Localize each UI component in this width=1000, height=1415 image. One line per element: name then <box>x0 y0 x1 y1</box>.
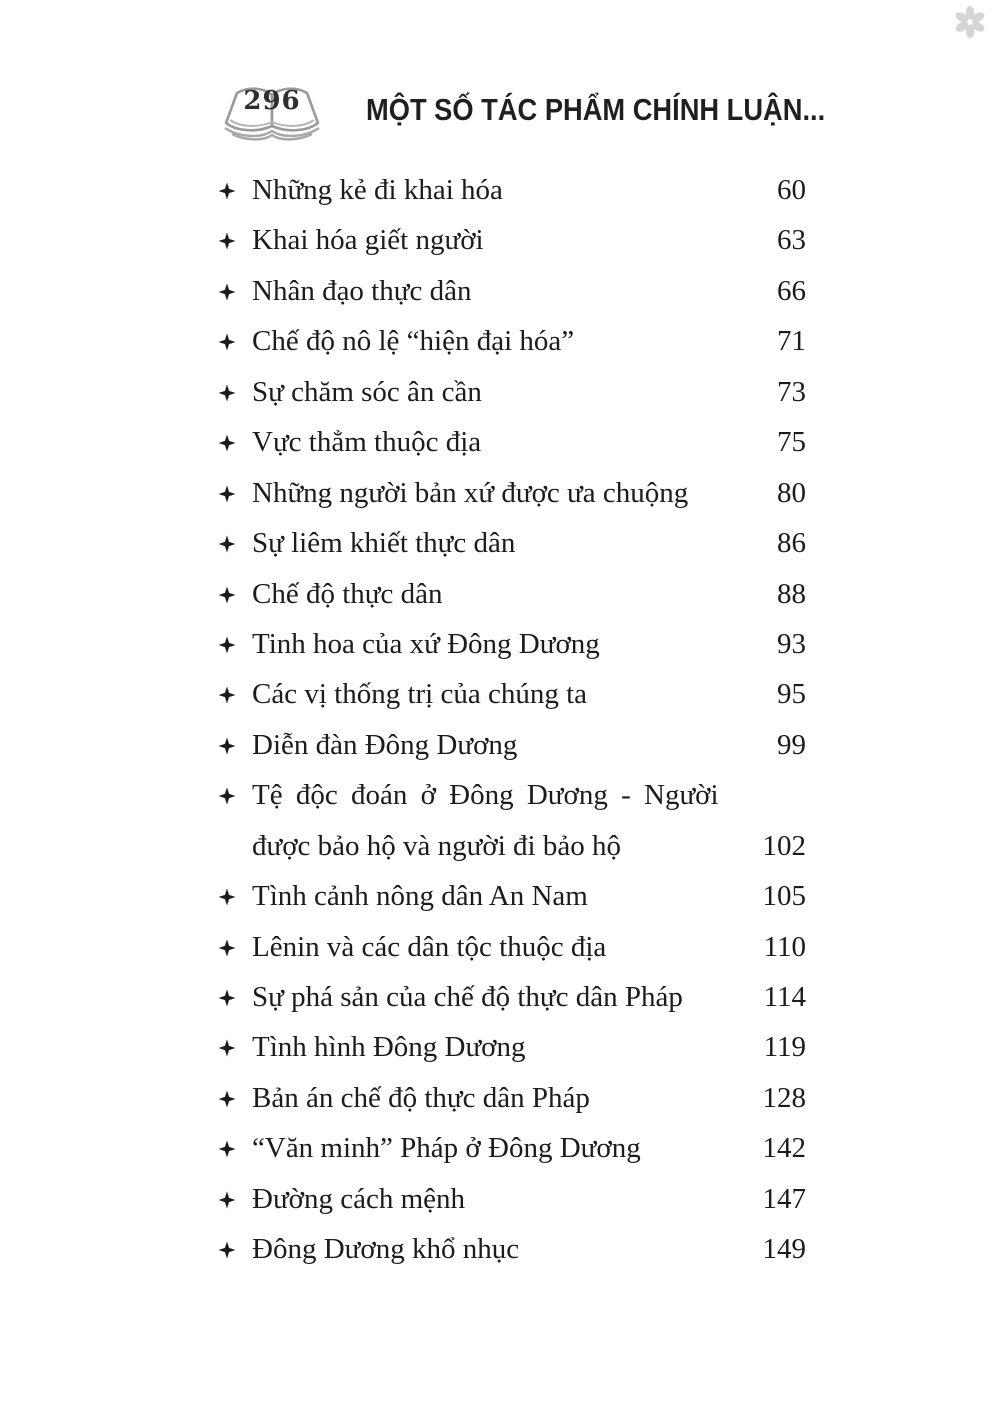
toc-entry-page: 105 <box>762 880 806 913</box>
toc-entry-title: Các vị thống trị của chúng ta <box>252 678 588 711</box>
toc-entry-title: Chế độ nô lệ “hiện đại hóa” <box>252 325 575 358</box>
star-bullet-icon <box>218 1231 252 1259</box>
toc-entry <box>218 979 806 1029</box>
toc-entry <box>218 323 806 373</box>
open-book-icon <box>220 80 324 144</box>
star-bullet-icon <box>218 172 252 200</box>
toc-entry-title: Tệ độc đoán ở Đông Dương - Người <box>252 779 719 812</box>
toc-entry <box>218 1029 806 1079</box>
star-bullet-icon <box>218 1029 252 1057</box>
star-bullet-icon <box>218 676 252 704</box>
toc-entry-page: 75 <box>777 426 806 459</box>
star-bullet-icon <box>218 979 252 1007</box>
toc-entry <box>218 1181 806 1231</box>
star-bullet-icon <box>218 475 252 503</box>
toc-entry-title: Đông Dương khổ nhục <box>252 1233 520 1266</box>
toc-entry-page: 95 <box>777 678 806 711</box>
star-bullet-icon <box>218 777 252 805</box>
star-bullet-icon <box>218 576 252 604</box>
toc-entry <box>218 172 806 222</box>
toc-entry-title: Tình hình Đông Dương <box>252 1031 526 1064</box>
toc-entry-page: 142 <box>762 1132 806 1165</box>
toc-entry-page: 60 <box>777 174 806 206</box>
toc-entry <box>218 1130 806 1180</box>
toc-entry-title: Sự chăm sóc ân cần <box>252 375 482 408</box>
toc-entry-page: 102 <box>762 829 806 862</box>
toc-entry <box>218 374 806 424</box>
running-page-number: 296 <box>243 86 301 116</box>
toc-entry-page: 128 <box>762 1081 806 1114</box>
toc-entry-page: 110 <box>763 930 806 963</box>
toc-entry-page: 63 <box>777 224 806 257</box>
toc-entry-page: 66 <box>777 274 806 307</box>
toc-entry-title: Vực thẳm thuộc địa <box>252 426 482 459</box>
star-bullet-icon <box>218 878 252 906</box>
toc-entry <box>218 273 806 323</box>
toc-entry-title: “Văn minh” Pháp ở Đông Dương <box>252 1132 641 1165</box>
toc-entry <box>218 727 806 777</box>
toc-entry <box>218 475 806 525</box>
toc-entry-title: Những kẻ đi khai hóa <box>252 174 503 206</box>
toc-entry-page: 149 <box>762 1233 806 1266</box>
star-bullet-icon <box>218 374 252 402</box>
star-bullet-icon <box>218 727 252 755</box>
toc-entry-title: Đường cách mệnh <box>252 1182 466 1215</box>
toc-entry-title: Sự phá sản của chế độ thực dân Pháp <box>252 981 683 1013</box>
star-bullet-icon <box>218 1130 252 1158</box>
star-bullet-icon <box>218 626 252 654</box>
table-of-contents <box>218 172 806 1282</box>
toc-entry-page: 119 <box>763 1031 806 1064</box>
toc-entry-page: 88 <box>777 577 806 610</box>
star-bullet-icon <box>218 929 252 957</box>
toc-entry-title: Chế độ thực dân <box>252 577 443 610</box>
toc-entry-page: 99 <box>777 728 806 761</box>
toc-entry-title: Tinh hoa của xứ Đông Dương <box>252 627 600 660</box>
toc-entry-title: Những người bản xứ được ưa chuộng <box>252 476 689 509</box>
toc-entry-title: Bản án chế độ thực dân Pháp <box>252 1081 590 1114</box>
star-bullet-icon <box>218 222 252 250</box>
star-bullet-icon <box>218 424 252 452</box>
toc-entry-page: 80 <box>777 476 806 509</box>
toc-entry-page: 93 <box>777 627 806 660</box>
toc-entry <box>218 878 806 928</box>
toc-entry-page: 114 <box>763 981 806 1013</box>
star-bullet-icon <box>218 273 252 301</box>
toc-entry-page: 147 <box>762 1182 806 1215</box>
toc-entry-title: Sự liêm khiết thực dân <box>252 527 516 560</box>
toc-entry <box>218 525 806 575</box>
toc-entry-continuation <box>218 828 806 878</box>
toc-entry <box>218 222 806 272</box>
toc-entry <box>218 626 806 676</box>
toc-entry-title: Diễn đàn Đông Dương <box>252 728 518 761</box>
running-header-title: MỘT SỐ TÁC PHẨM CHÍNH LUẬN... <box>366 92 826 127</box>
star-bullet-icon <box>218 1181 252 1209</box>
toc-entry <box>218 1231 806 1281</box>
toc-entry <box>218 777 806 827</box>
toc-entry-title: Nhân đạo thực dân <box>252 274 472 307</box>
toc-entry <box>218 929 806 979</box>
toc-entry-title: Lênin và các dân tộc thuộc địa <box>252 930 607 963</box>
star-bullet-icon <box>218 323 252 351</box>
toc-entry-page: 86 <box>777 527 806 560</box>
flower-watermark-icon <box>953 5 987 39</box>
toc-entry <box>218 676 806 726</box>
toc-entry-title: Tình cảnh nông dân An Nam <box>252 880 588 913</box>
toc-entry-title-line2: được bảo hộ và người đi bảo hộ <box>252 829 621 862</box>
toc-entry <box>218 424 806 474</box>
toc-entry-title: Khai hóa giết người <box>252 224 484 257</box>
toc-entry <box>218 576 806 626</box>
toc-entry <box>218 1080 806 1130</box>
star-bullet-icon <box>218 525 252 553</box>
toc-entry-page: 71 <box>777 325 806 358</box>
toc-entry-page: 73 <box>777 375 806 408</box>
star-bullet-icon <box>218 1080 252 1108</box>
